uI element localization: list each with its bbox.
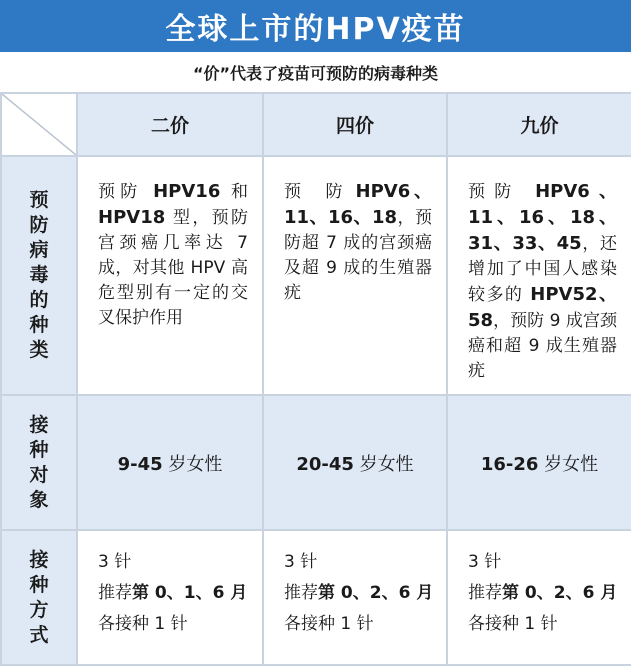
age-suffix: 岁女性: [538, 453, 599, 475]
target-cell-quadrivalent: [263, 395, 447, 530]
column-header-bivalent: 二价: [77, 93, 263, 156]
body-text: ，还增加了中国人感染较多的: [468, 234, 617, 305]
table-row-method: [1, 530, 631, 665]
target-cell-bivalent: [77, 395, 263, 530]
vaccine-comparison-table: [0, 92, 631, 666]
column-header-nonavalent: 九价: [447, 93, 631, 156]
row-label-method: 接种方式: [1, 530, 77, 665]
body-text: ，预防 9 成宫颈癌和超 9 成生殖器疣: [468, 311, 617, 381]
body-text: ，预防超 7 成的宫颈癌及超 9 成的生殖器疣: [284, 208, 432, 303]
table-header-row: [1, 93, 631, 156]
method-cell-nonavalent: [447, 530, 631, 665]
subtitle: “价”代表了疫苗可预防的病毒种类: [192, 63, 439, 83]
schedule-line: 推荐第 0、2、6 月: [284, 583, 434, 603]
highlighted-text: HPV18: [98, 207, 166, 228]
dose-count: 3 针: [98, 552, 132, 572]
highlighted-text: HPV6、11、16、18: [284, 181, 433, 228]
body-text: 预防: [468, 182, 536, 202]
dose-note: 各接种 1 针: [468, 614, 558, 634]
schedule-line: 推荐第 0、1、6 月: [98, 583, 248, 603]
method-cell-bivalent: [77, 530, 263, 665]
age-range: 16-26: [480, 453, 539, 475]
dose-count: 3 针: [468, 552, 502, 572]
table-row-target: [1, 395, 631, 530]
age-suffix: 岁女性: [162, 453, 223, 475]
highlighted-text: HPV52、58: [468, 284, 617, 331]
dose-count: 3 针: [284, 552, 318, 572]
corner-cell: [1, 93, 77, 156]
prevention-cell-bivalent: [77, 156, 263, 395]
table-row-prevention: [1, 156, 631, 395]
age-suffix: 岁女性: [353, 453, 414, 475]
schedule-line: 推荐第 0、2、6 月: [468, 583, 618, 603]
dose-note: 各接种 1 针: [284, 614, 374, 634]
diagonal-line: [2, 94, 76, 155]
age-range: 9-45: [117, 453, 163, 475]
row-label-target: 接种对象: [1, 395, 77, 530]
highlighted-text: HPV6、11、16、18、31、33、45: [468, 181, 617, 254]
body-text: 预防: [98, 182, 154, 202]
method-cell-quadrivalent: [263, 530, 447, 665]
dose-note: 各接种 1 针: [98, 614, 188, 634]
prevention-cell-nonavalent: [447, 156, 631, 395]
prevention-cell-quadrivalent: [263, 156, 447, 395]
column-header-quadrivalent: 四价: [263, 93, 447, 156]
page-title: 全球上市的HPV疫苗: [0, 0, 631, 52]
body-text: 型，预防宫颈癌几率达 7 成，对其他 HPV 高危型别有一定的交叉保护作用: [98, 208, 248, 328]
body-text: 和: [220, 182, 248, 202]
body-text: 预 防: [284, 182, 356, 202]
highlighted-text: HPV16: [153, 181, 221, 202]
age-range: 20-45: [296, 453, 354, 475]
row-label-prevention: 预防病毒的种类: [1, 156, 77, 395]
target-cell-nonavalent: [447, 395, 631, 530]
